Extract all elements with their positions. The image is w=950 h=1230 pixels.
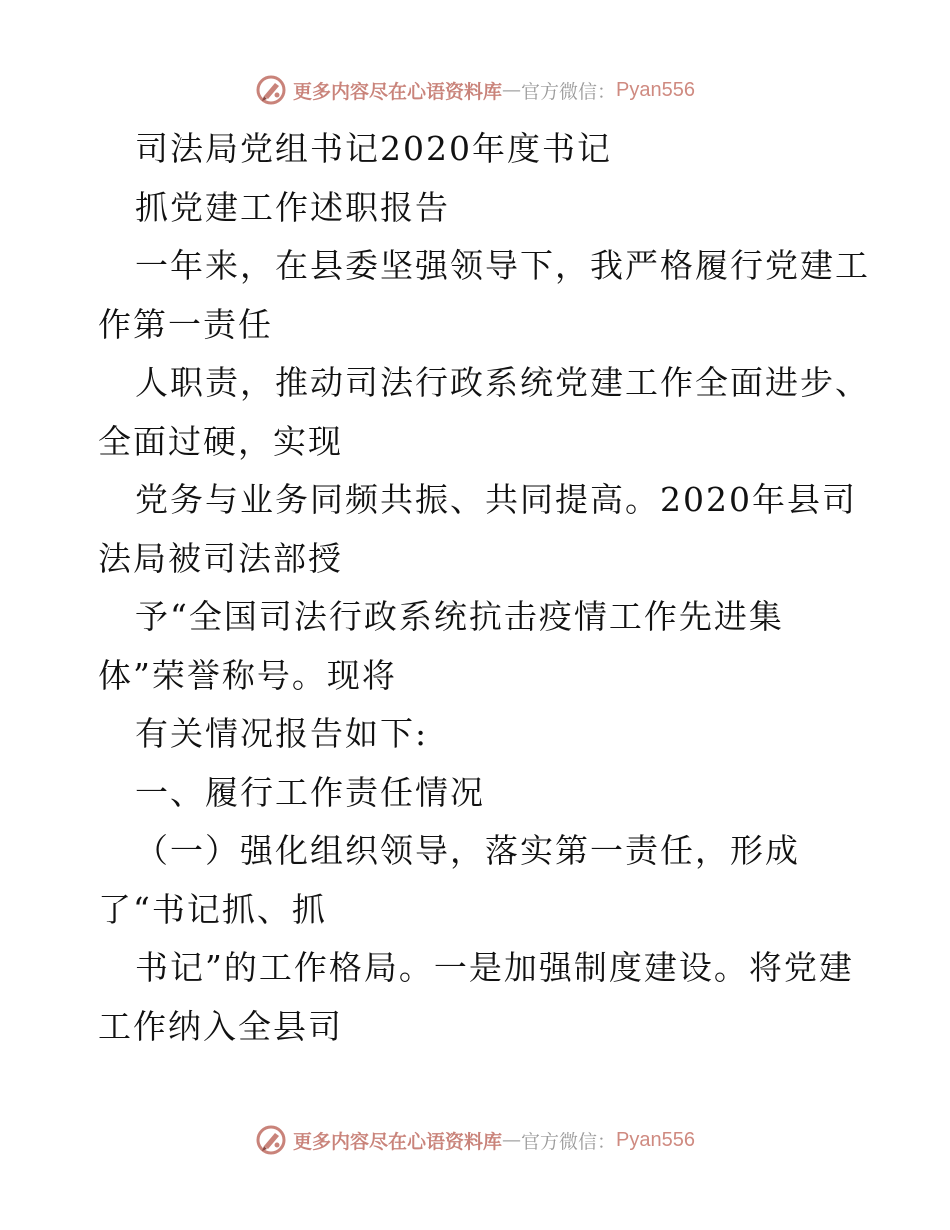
paragraph-line: 了“书记抓、抓 <box>98 889 327 929</box>
paragraph-line: 体”荣誉称号。现将 <box>98 655 397 695</box>
doc-title-line-2: 抓党建工作述职报告 <box>135 187 450 227</box>
watermark-wechat-id: Pyan556 <box>616 78 695 101</box>
paragraph-line: 予“全国司法行政系统抗击疫情工作先进集 <box>135 597 784 636</box>
paragraph-line: 书记”的工作格局。一是加强制度建设。将党建 <box>135 948 854 987</box>
document-body <box>98 120 898 1056</box>
pen-seal-logo-icon <box>255 74 287 106</box>
watermark-banner-bottom <box>0 1122 950 1158</box>
subsection-heading: （一）强化组织领导，落实第一责任，形成 <box>135 831 800 870</box>
watermark-wechat-label: 官方微信： <box>521 1130 617 1153</box>
paragraph-line: 党务与业务同频共振、共同提高。2020年县司 <box>135 480 857 519</box>
watermark-wechat-id: Pyan556 <box>616 1128 695 1151</box>
paragraph-line: 一年来，在县委坚强领导下，我严格履行党建工 <box>135 246 870 285</box>
paragraph-line: 工作纳入全县司 <box>98 1006 343 1046</box>
watermark-wechat-label: 官方微信： <box>521 80 617 103</box>
watermark-banner-top <box>0 72 950 108</box>
paragraph-line: 法局被司法部授 <box>98 538 343 578</box>
paragraph-line: 全面过硬，实现 <box>98 421 343 461</box>
paragraph-line: 人职责，推动司法行政系统党建工作全面进步、 <box>135 363 870 402</box>
section-heading: 一、履行工作责任情况 <box>135 772 485 812</box>
doc-title-line-1: 司法局党组书记2020年度书记 <box>135 129 612 168</box>
paragraph-line: 作第一责任 <box>98 304 273 344</box>
watermark-text: 更多内容尽在心语资料库 <box>293 80 503 103</box>
pen-seal-logo-icon <box>255 1124 287 1156</box>
watermark-separator: — <box>502 79 522 101</box>
watermark-text: 更多内容尽在心语资料库 <box>293 1130 503 1153</box>
watermark-separator: — <box>502 1129 522 1151</box>
paragraph-line: 有关情况报告如下: <box>135 714 429 753</box>
